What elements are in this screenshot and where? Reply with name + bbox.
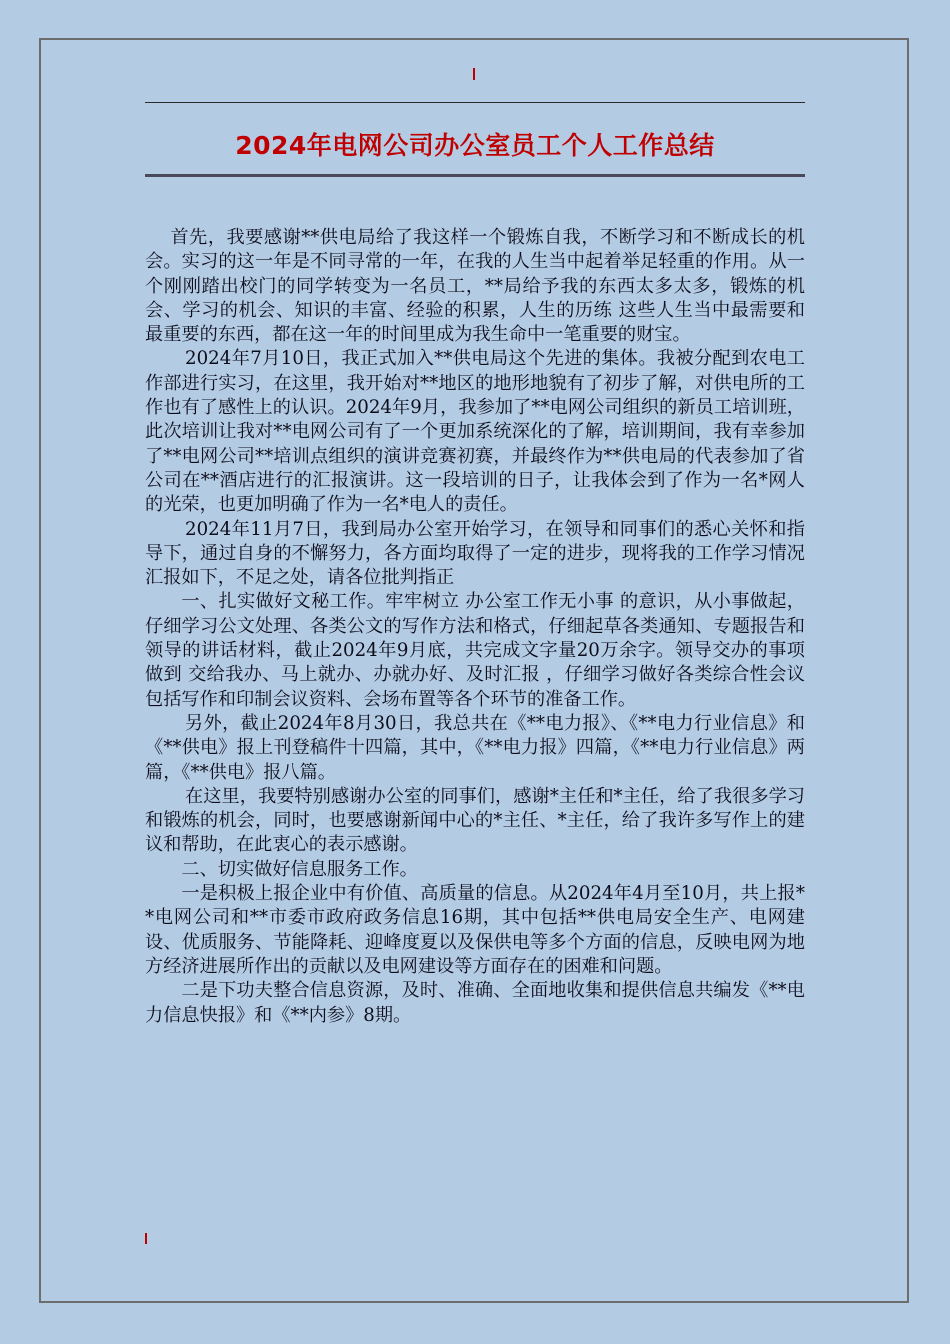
paragraph-thanks: 在这里，我要特别感谢办公室的同事们，感谢*主任和*主任，给了我很多学习和锻炼的机会，同时，也要感谢新闻中心的*主任、*主任，给了我许多写作上的建议和帮助，在此衷心的表示感谢。 (145, 785, 805, 856)
section-information-service: 二、切实做好信息服务工作。 (181, 858, 418, 880)
section-secretarial-work: 一、扎实做好文秘工作。牢牢树立 办公室工作无小事 的意识，从小事做起，仔细学习公文处理、各类公文的写作方法和格式，仔细起草各类通知、专题报告和领导的讲话材料，截止2024年9月底，共完成文字量20万余字。领导交办的事项做到 交给我办、马上就办、办就办好、及时汇报 ，仔细学习做好各类综合性会议包括写作和印制会议资料、会场布置等各个环节的准备工作。 (145, 591, 805, 710)
paragraph-joining: 2024年7月10日，我正式加入**供电局这个先进的集体。我被分配到农电工作部进行实习，在这里，我开始对**地区的地形地貌有了初步了解，对供电所的工作也有了感性上的认识。2024年9月，我参加了**电网公司组织的新员工培训班，此次培训让我对**电网公司有了一个更加系统深化的了解，培训期间，我有幸参加了**电网公司**培训点组织的演讲竞赛初赛，并最终作为**供电局的代表参加了省公司在**酒店进行的汇报演讲。这一段培训的日子，让我体会到了作为一名*网人的光荣，也更加明确了作为一名*电人的责任。 (145, 348, 805, 516)
paragraph-publications: 另外，截止2024年8月30日，我总共在《**电力报》、《**电力行业信息》和《**供电》报上刊登稿件十四篇，其中，《**电力报》四篇，《**电力行业信息》两篇，《**供电》报八篇。 (145, 712, 805, 783)
document-body (145, 226, 805, 1028)
paragraph-office-start: 2024年11月7日，我到局办公室开始学习，在领导和同事们的悉心关怀和指导下，通过自身的不懈努力，各方面均取得了一定的进步，现将我的工作学习情况汇报如下，不足之处，请各位批判指正 (145, 518, 805, 589)
paragraph-intro: 首先，我要感谢**供电局给了我这样一个锻炼自我，不断学习和不断成长的机会。实习的这一年是不同寻常的一年，在我的人生当中起着举足轻重的作用。从一个刚刚踏出校门的同学转变为一名员工，**局给予我的东西太多太多，锻炼的机会、学习的机会、知识的丰富、经验的积累，人生的历练 这些人生当中最需要和最重要的东西，都在这一年的时间里成为我生命中一笔重要的财宝。 (145, 227, 805, 346)
document-title: 2024年电网公司办公室员工个人工作总结 (235, 131, 715, 160)
paragraph-info-integration: 二是下功夫整合信息资源，及时、准确、全面地收集和提供信息共编发《**电力信息快报》和《**内参》8期。 (145, 980, 805, 1026)
header-rule (145, 102, 805, 103)
paragraph-info-reporting: 一是积极上报企业中有价值、高质量的信息。从2024年4月至10月，共上报**电网公司和**市委市政府政务信息16期，其中包括**供电局安全生产、电网建设、优质服务、节能降耗、迎峰度夏以及保供电等多个方面的信息，反映电网为地方经济进展所作出的贡献以及电网建设等方面存在的困难和问题。 (145, 883, 805, 977)
footer-cursor-mark (145, 1233, 147, 1244)
title-underline (145, 174, 805, 177)
header-cursor-mark (473, 68, 475, 80)
